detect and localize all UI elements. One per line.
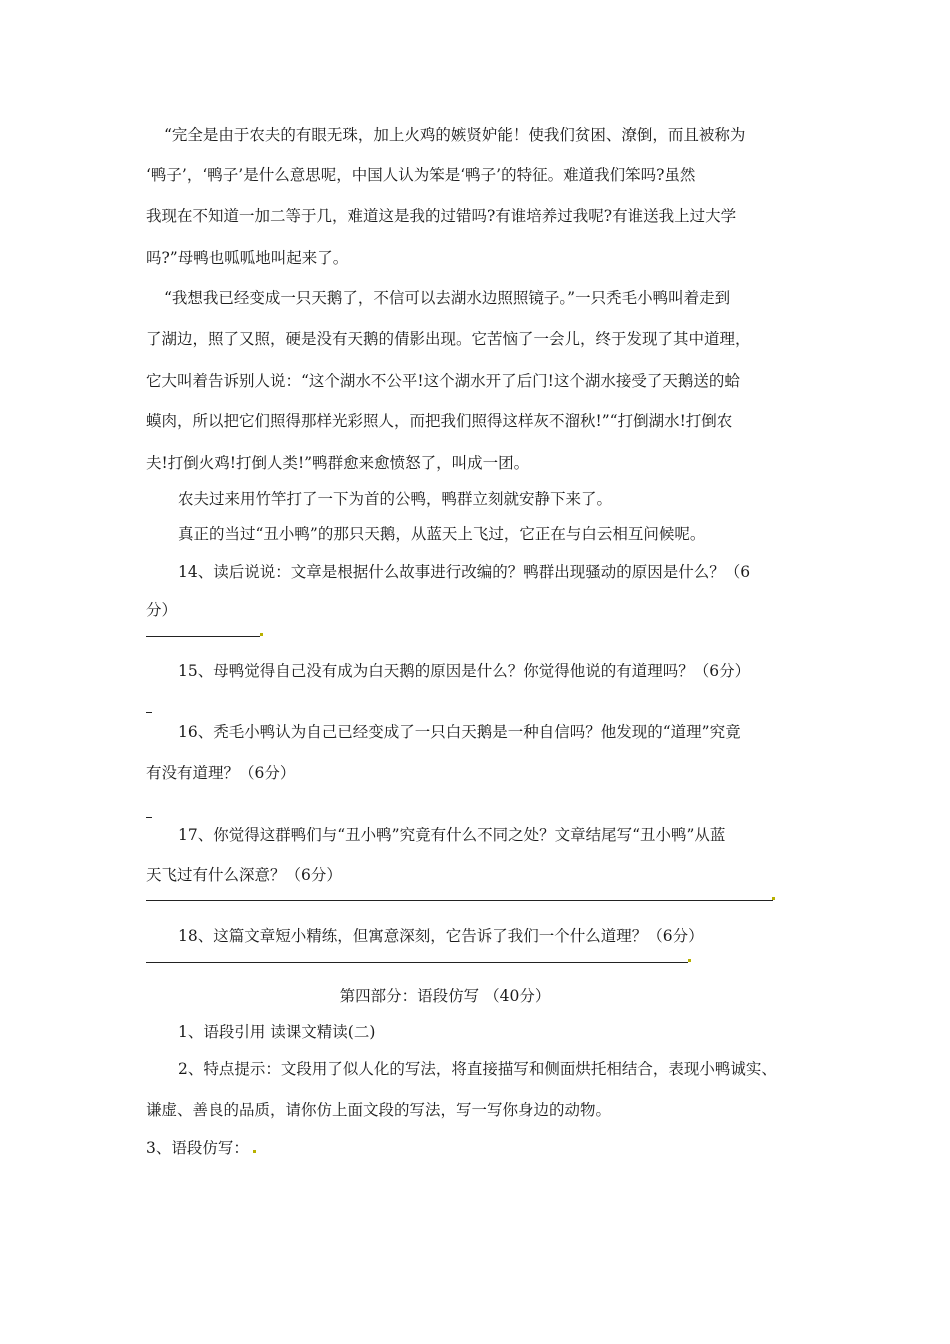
passage-p2-line-2: 了湖边，照了又照，硬是没有天鹅的倩影出现。它苦恼了一会儿，终于发现了其中道理， (146, 330, 751, 348)
passage-p2-line-3: 它大叫着告诉别人说：“这个湖水不公平!这个湖水开了后门!这个湖水接受了天鹅送的蛤 (146, 372, 740, 390)
passage-p4: 真正的当过“丑小鸭”的那只天鹅，从蓝天上飞过，它正在与白云相互问候呢。 (178, 525, 706, 543)
passage-p1-line-2: ‘鸭子’，‘鸭子’是什么意思呢，中国人认为笨是‘鸭子’的特征。难道我们笨吗?虽然 (146, 166, 696, 184)
part-4-item-3: 3、语段仿写： (146, 1139, 249, 1157)
part-4-title: 第四部分：语段仿写 （40分） (339, 987, 551, 1005)
answer-line-15[interactable] (146, 712, 152, 713)
mark-dot (772, 897, 775, 900)
passage-p3: 农夫过来用竹竿打了一下为首的公鸭，鸭群立刻就安静下来了。 (178, 490, 613, 508)
answer-line-16[interactable] (146, 817, 152, 818)
passage-p1-line-3: 我现在不知道一加二等于几，难道这是我的过错吗?有谁培养过我呢?有谁送我上过大学 (146, 207, 737, 225)
passage-p1-line-1: “完全是由于农夫的有眼无珠，加上火鸡的嫉贤妒能！使我们贫困、潦倒，而且被称为 (164, 126, 746, 144)
answer-line-17[interactable] (146, 900, 773, 901)
answer-line-14[interactable] (146, 636, 260, 637)
mark-dot (253, 1150, 256, 1153)
question-18: 18、这篇文章短小精练，但寓意深刻，它告诉了我们一个什么道理？（6分） (178, 927, 704, 945)
question-15: 15、母鸭觉得自己没有成为白天鹅的原因是什么？你觉得他说的有道理吗？（6分） (178, 662, 751, 680)
question-14-line-1: 14、读后说说：文章是根据什么故事进行改编的？鸭群出现骚动的原因是什么？（6 (178, 563, 751, 581)
passage-p1-line-4: 吗?”母鸭也呱呱地叫起来了。 (146, 249, 349, 267)
part-4-item-2-line-1: 2、特点提示：文段用了似人化的写法，将直接描写和侧面烘托相结合，表现小鸭诚实、 (178, 1060, 777, 1078)
passage-p2-line-4: 蟆肉，所以把它们照得那样光彩照人，而把我们照得这样灰不溜秋!”“打倒湖水!打倒农 (146, 412, 733, 430)
answer-line-18[interactable] (146, 962, 688, 963)
part-4-item-2-line-2: 谦虚、善良的品质，请你仿上面文段的写法，写一写你身边的动物。 (146, 1101, 612, 1119)
passage-p2-line-5: 夫!打倒火鸡!打倒人类!”鸭群愈来愈愤怒了，叫成一团。 (146, 454, 530, 472)
question-14-line-2: 分） (146, 601, 178, 619)
passage-p2-line-1: “我想我已经变成一只天鹅了，不信可以去湖水边照照镜子。”一只秃毛小鸭叫着走到 (164, 289, 731, 307)
mark-dot (688, 959, 691, 962)
question-17-line-2: 天飞过有什么深意？（6分） (146, 866, 342, 884)
question-16-line-2: 有没有道理？（6分） (146, 764, 296, 782)
mark-dot (260, 633, 263, 636)
part-4-item-1: 1、语段引用 读课文精读(二) (178, 1023, 376, 1041)
question-16-line-1: 16、秃毛小鸭认为自己已经变成了一只白天鹅是一种自信吗？他发现的“道理”究竟 (178, 723, 741, 741)
question-17-line-1: 17、你觉得这群鸭们与“丑小鸭”究竟有什么不同之处？文章结尾写“丑小鸭”从蓝 (178, 826, 726, 844)
